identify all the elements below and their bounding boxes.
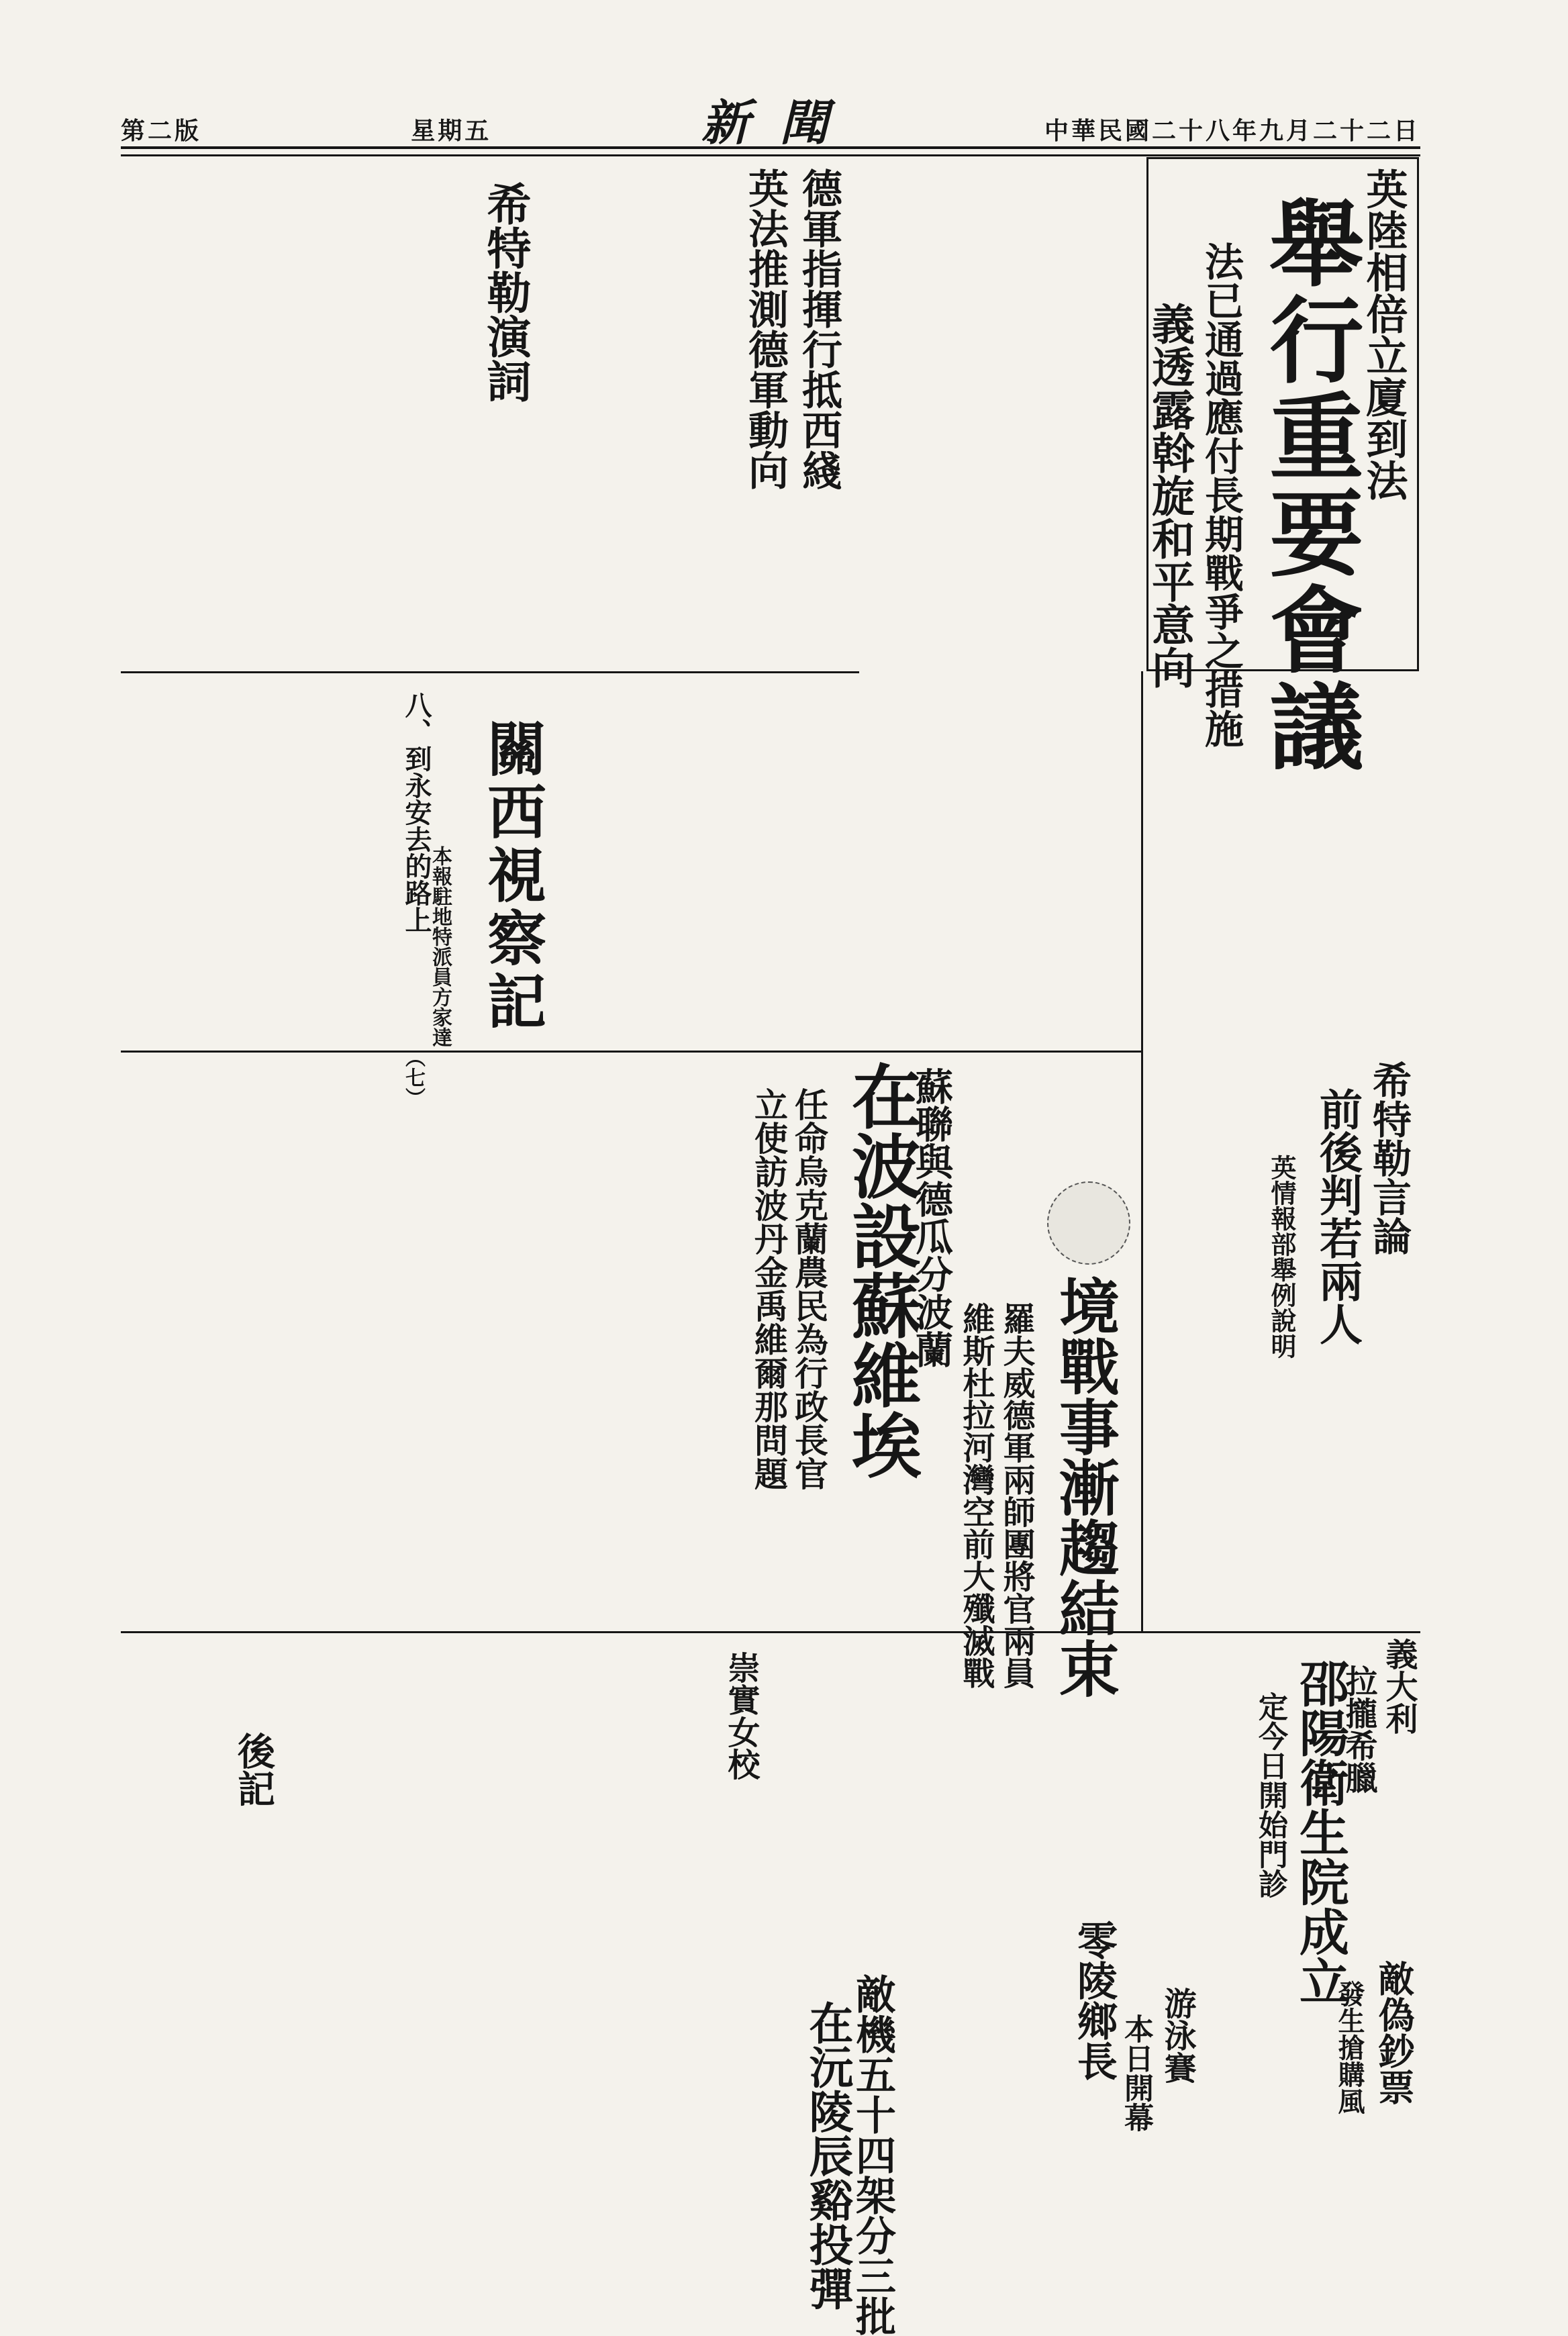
soviet-story-body <box>497 1061 738 1611</box>
travelogue-byline: 本報駐地特派員方家達 <box>428 846 452 1047</box>
divider-rule <box>1141 671 1143 1631</box>
hitler-judgment-deck: 英情報部舉例說明 <box>1267 1155 1297 1359</box>
school-name: 崇實女校 <box>722 1651 760 1780</box>
top-rule <box>121 154 1420 156</box>
air-raid-headline: 敵機五十四架分三批 <box>849 1974 896 2336</box>
italy-brief-headline: 拉攏希臘 <box>1340 1665 1377 1794</box>
divider-rule <box>121 1051 1141 1053</box>
border-war-deck: 羅夫威德軍兩師團將官兩員 <box>997 1302 1035 1689</box>
hitler-speech-title: 希特勒演詞 <box>479 181 532 403</box>
weekday: 星期五 <box>411 117 492 145</box>
enemy-food-headline: 敵偽鈔票 <box>1373 1960 1416 2105</box>
shaoyang-headline: 邵陽衛生院成立 <box>1291 1658 1349 2006</box>
top-story-kicker: 英陸相倍立廈到法 <box>1359 168 1408 501</box>
column-body <box>1155 671 1410 1047</box>
lingling-headline: 零陵鄉長 <box>1071 1920 1118 2081</box>
italy-brief-headline: 義大利 <box>1380 1638 1418 1735</box>
top-story-body <box>866 168 1134 665</box>
ornament-icon <box>1047 1181 1130 1265</box>
top-story-deck: 義透露斡旋和平意向 <box>1144 302 1195 689</box>
page-number: 第二版 <box>121 117 202 145</box>
german-story-headline: 德軍指揮行抵西綫 <box>795 168 842 490</box>
air-raid-headline: 在沅陵辰谿投彈 <box>801 2000 854 2310</box>
soviet-story-deck: 立使訪波丹金禹維爾那問題 <box>749 1087 789 1490</box>
hitler-judgment-headline: 希特勒言論 <box>1366 1061 1412 1255</box>
top-story-deck: 法已通過應付長期戰爭之措施 <box>1198 242 1244 748</box>
paper-logo: 新 聞 <box>701 94 835 151</box>
hitler-speech-body <box>128 168 470 665</box>
masthead <box>121 94 1420 151</box>
column-body <box>128 1061 483 1611</box>
soviet-story-kicker: 蘇聯與德瓜分波蘭 <box>910 1067 954 1368</box>
german-story-headline: 英法推測德軍動向 <box>742 168 789 490</box>
enemy-food-headline: 發生搶購風 <box>1334 1980 1365 2114</box>
hitler-judgment-headline: 前後判若兩人 <box>1312 1087 1363 1345</box>
travelogue-part: （七） <box>401 1047 425 1108</box>
travelogue-body <box>128 685 389 1040</box>
shaoyang-deck: 定今日開始門診 <box>1253 1692 1287 1898</box>
border-war-headline: 境戰事漸趨結束 <box>1048 1275 1120 1698</box>
column-body <box>577 685 852 1040</box>
top-story-headline: 舉行重要會議 <box>1254 195 1364 775</box>
travelogue-title: 關西視察記 <box>478 718 548 1034</box>
soviet-story-deck: 任命烏克蘭農民為行政長官 <box>789 1087 829 1490</box>
german-story-body <box>537 168 732 665</box>
border-war-deck: 維斯杜拉河灣空前大殲滅戰 <box>957 1302 995 1689</box>
soviet-story-headline: 在波設蘇維埃 <box>840 1061 922 1479</box>
travelogue-section: 八、到永安去的路上 <box>401 691 432 933</box>
divider-rule <box>121 671 859 673</box>
issue-date: 中華民國二十八年九月二十二日 <box>1044 117 1420 145</box>
swim-headline: 本日開幕 <box>1119 2014 1153 2132</box>
divider-rule <box>121 1631 1420 1633</box>
afterword-title: 後記 <box>232 1732 276 1807</box>
swim-headline: 游泳賽 <box>1159 1987 1196 2084</box>
column-body <box>128 1638 718 2148</box>
